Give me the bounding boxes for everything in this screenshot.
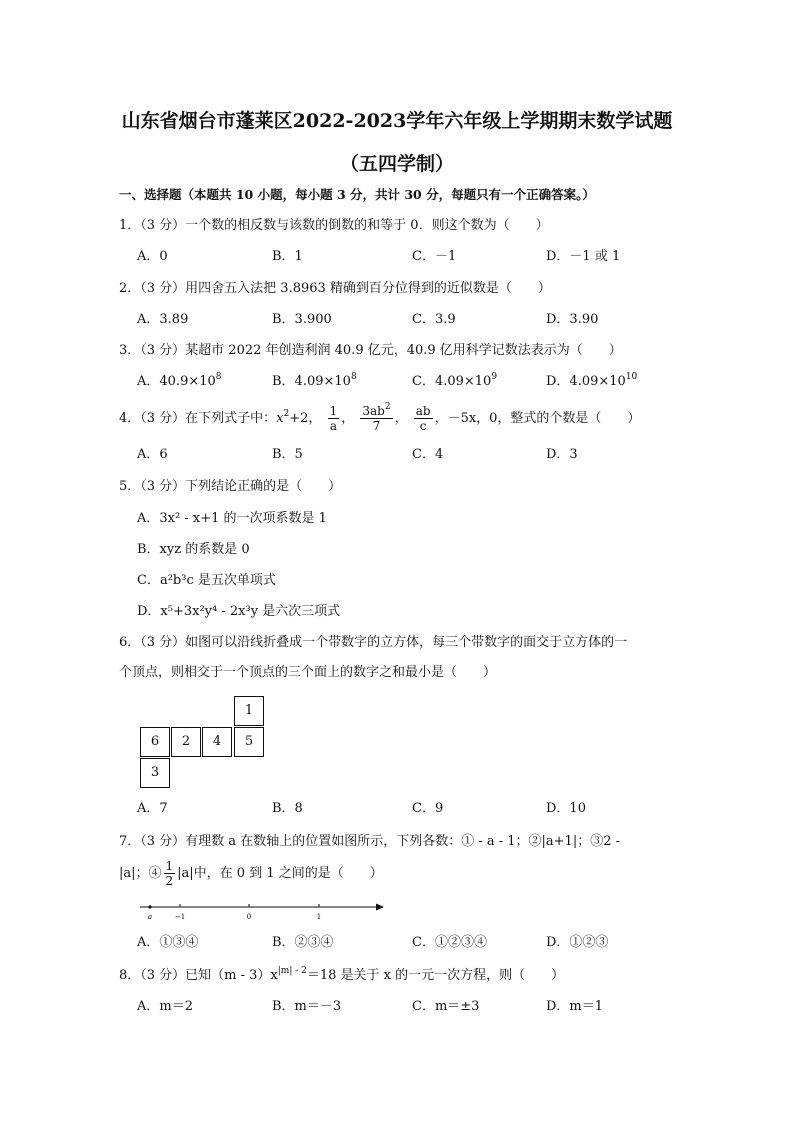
q3-option-d: D．$4.09\times 10^{10}$	[546, 372, 638, 389]
q7-option-d: D．①②③	[546, 935, 609, 950]
q4-option-a: A．6	[137, 447, 168, 462]
q1-option-d: D．－1 或 1	[546, 249, 621, 264]
net-cell-4: 4	[202, 727, 232, 757]
q8-option-b: B．m＝－3	[272, 999, 342, 1014]
question-6-stem-line-2: 个顶点，则相交于一个顶点的三个面上的数字之和最小是（ ）	[119, 665, 497, 680]
q2-option-c: C．3.9	[412, 312, 456, 327]
label-1: 1	[316, 913, 322, 921]
question-7-stem-line-2: |a|；④ $\frac{1}{2}$ |a|中，在 0 到 1 之间的是（ ）	[119, 859, 383, 888]
page-title: 山东省烟台市蓬莱区2022-2023学年六年级上学期期末数学试题	[121, 110, 673, 132]
q5-option-a: A．3x² - x+1 的一次项系数是 1	[137, 511, 327, 526]
q7-option-c: C．①②③④	[412, 935, 487, 950]
fraction-ab-over-c: $\frac{ab}{c}$	[415, 404, 431, 433]
label-a: a	[147, 913, 153, 921]
net-cell-3: 3	[140, 758, 170, 788]
label-0: 0	[246, 913, 252, 921]
q6-option-c: C．9	[412, 801, 444, 816]
point-a-marker	[148, 905, 151, 908]
q8-option-c: C．m＝±3	[412, 999, 480, 1014]
net-cell-5: 5	[234, 727, 264, 757]
q2-option-a: A．3.89	[137, 312, 189, 327]
fraction-3ab2-over-7: $\frac{3ab^2}{7}$	[362, 402, 391, 433]
net-cell-1: 1	[234, 696, 264, 726]
q5-option-c: C．a²b³c 是五次单项式	[137, 573, 276, 588]
q5-option-d: D．x⁵+3x²y⁴ - 2x³y 是六次三项式	[137, 604, 341, 619]
q1-option-b: B．1	[272, 249, 303, 264]
q7-option-a: A．①③④	[137, 935, 199, 950]
question-3-stem: 3．（3 分）某超市 2022 年创造利润 40.9 亿元，40.9 亿用科学记数法表示为（ ）	[119, 343, 622, 358]
question-8-stem: 8．（3 分）已知$(m - 3)x^{|m| - 2}=18$ 是关于 x 的一元一次方程，则（ ）	[119, 966, 565, 983]
q8-option-a: A．m＝2	[137, 999, 193, 1014]
q8-option-d: D．m＝1	[546, 999, 604, 1014]
fraction-1-over-a: $\frac{1}{a}$	[329, 404, 338, 433]
q2-option-b: B．3.900	[272, 312, 332, 327]
q2-option-d: D．3.90	[546, 312, 599, 327]
q3-option-c: C．$4.09\times 10^9$	[412, 372, 498, 389]
question-7-stem-line-1: 7．（3 分）有理数 a 在数轴上的位置如图所示，下列各数：① - a - 1；②|a+1|；③2 -	[119, 834, 620, 849]
net-cell-2: 2	[171, 727, 201, 757]
net-cell-6: 6	[140, 727, 170, 757]
q4-option-b: B．5	[272, 447, 303, 462]
arrow-right-icon	[376, 904, 384, 911]
q6-option-b: B．8	[272, 801, 303, 816]
q4-option-d: D．3	[546, 447, 578, 462]
page-subtitle: （五四学制）	[339, 153, 454, 175]
q7-option-b: B．②③④	[272, 935, 334, 950]
question-5-stem: 5．（3 分）下列结论正确的是（ ）	[119, 479, 342, 494]
question-2-stem: 2．（3 分）用四舍五入法把 3.8963 精确到百分位得到的近似数是（ ）	[119, 281, 551, 296]
q1-option-c: C．－1	[412, 249, 457, 264]
section-heading: 一、选择题（本题共 10 小题，每小题 3 分，共计 30 分，每题只有一个正确答案。）	[119, 187, 595, 202]
q4-option-c: C．4	[412, 447, 444, 462]
q5-option-b: B．xyz 的系数是 0	[137, 542, 250, 557]
number-line-figure	[136, 897, 388, 923]
question-4-stem: 4．（3 分）在下列式子中：$x^2+2$， $\frac{1}{a}$ ， $\frac{3ab^2}{7}$ ， $\frac{ab}{c}$ ，－5x，0，整式的个数是（ ）	[119, 402, 641, 433]
q3-option-b: B．$4.09\times 10^8$	[272, 372, 357, 389]
q3-option-a: A．$40.9\times 10^8$	[137, 372, 222, 389]
q6-option-a: A．7	[137, 801, 168, 816]
label-minus-1: −1	[174, 913, 186, 921]
question-6-stem-line-1: 6．（3 分）如图可以沿线折叠成一个带数字的立方体，每三个带数字的面交于立方体的一	[119, 635, 628, 650]
question-1-stem: 1．（3 分）一个数的相反数与该数的倒数的和等于 0．则这个数为（ ）	[119, 218, 549, 233]
q1-option-a: A．0	[137, 249, 168, 264]
fraction-1-over-2: $\frac{1}{2}$	[165, 859, 174, 888]
q6-option-d: D．10	[546, 801, 586, 816]
